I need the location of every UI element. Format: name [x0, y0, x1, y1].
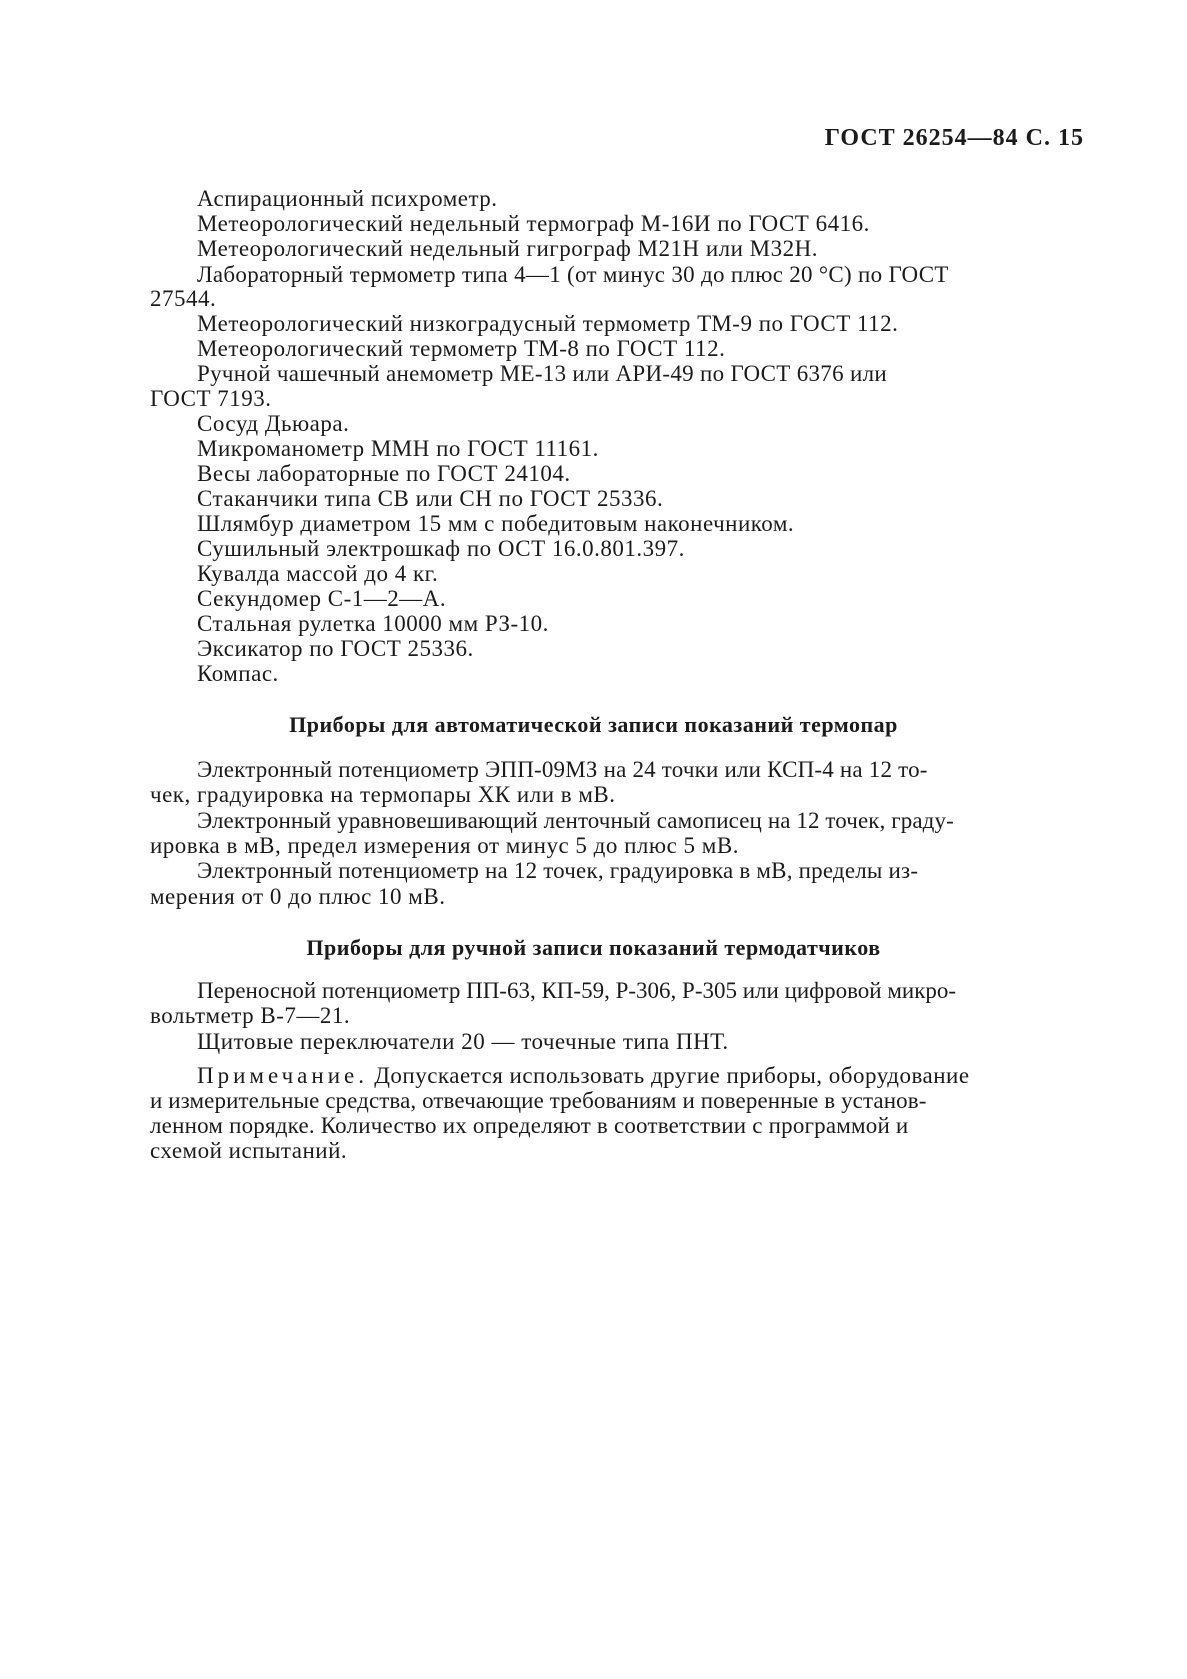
- paragraph-line: Электронный потенциометр ЭПП-09МЗ на 24 точки или КСП-4 на 12 то-: [197, 757, 928, 782]
- note-first-line: [197, 1063, 1084, 1088]
- paragraph-line: Переносной потенциометр ПП-63, КП-59, Р-306, Р-305 или цифровой микро-: [197, 978, 957, 1003]
- equipment-line: 27544.: [150, 286, 217, 311]
- note-line: ленном порядке. Количество их определяют в соответствии с программой и: [150, 1113, 909, 1138]
- paragraph-line: Электронный уравновешивающий ленточный самописец на 12 точек, граду-: [197, 808, 954, 833]
- note-line: схемой испытаний.: [150, 1138, 348, 1163]
- equipment-line: Шлямбур диаметром 15 мм с победитовым наконечником.: [197, 511, 795, 536]
- equipment-line: Весы лабораторные по ГОСТ 24104.: [197, 461, 571, 486]
- equipment-line: Секундомер С-1—2—А.: [197, 586, 447, 611]
- equipment-line: Сушильный электрошкаф по ОСТ 16.0.801.397.: [197, 536, 685, 561]
- section-heading: Приборы для автоматической записи показаний термопар: [289, 712, 898, 737]
- equipment-line: Кувалда массой до 4 кг.: [197, 561, 439, 586]
- equipment-line: Метеорологический низкоградусный термометр ТМ-9 по ГОСТ 112.: [197, 311, 899, 336]
- equipment-line: Лабораторный термометр типа 4—1 (от минус 30 до плюс 20 °С) по ГОСТ: [197, 262, 949, 287]
- equipment-line: Эксикатор по ГОСТ 25336.: [197, 636, 474, 661]
- equipment-line: Метеорологический недельный термограф М-16И по ГОСТ 6416.: [197, 211, 870, 236]
- paragraph-line: ировка в мВ, предел измерения от минус 5 до плюс 5 мВ.: [150, 833, 739, 858]
- equipment-line: Сосуд Дьюара.: [197, 411, 350, 436]
- equipment-line: Метеорологический недельный гигрограф М21Н или М32Н.: [197, 236, 818, 261]
- equipment-line: ГОСТ 7193.: [150, 386, 272, 411]
- section-heading: Приборы для ручной записи показаний термодатчиков: [306, 935, 881, 960]
- paragraph-line: мерения от 0 до плюс 10 мВ.: [150, 884, 446, 909]
- note-text: Допускается использовать другие приборы, оборудование: [374, 1063, 970, 1088]
- equipment-line: Аспирационный психрометр.: [197, 186, 498, 211]
- paragraph-line: Щитовые переключатели 20 — точечные типа ПНТ.: [197, 1029, 729, 1054]
- equipment-line: Микроманометр ММН по ГОСТ 11161.: [197, 436, 599, 461]
- page-header: ГОСТ 26254—84 С. 15: [824, 125, 1084, 151]
- equipment-line: Ручной чашечный анемометр МЕ-13 или АРИ-49 по ГОСТ 6376 или: [197, 361, 887, 386]
- note-line: и измерительные средства, отвечающие требованиям и поверенные в установ-: [150, 1088, 927, 1113]
- equipment-line: Компас.: [197, 661, 279, 686]
- paragraph-line: чек, градуировка на термопары ХК или в мВ.: [150, 782, 616, 807]
- paragraph-line: Электронный потенциометр на 12 точек, градуировка в мВ, пределы из-: [197, 858, 919, 883]
- equipment-line: Стальная рулетка 10000 мм РЗ-10.: [197, 611, 549, 636]
- equipment-line: Стаканчики типа СВ или СН по ГОСТ 25336.: [197, 486, 664, 511]
- paragraph-line: вольтметр В-7—21.: [150, 1003, 351, 1028]
- equipment-line: Метеорологический термометр ТМ-8 по ГОСТ 112.: [197, 336, 726, 361]
- note-label: Примечание.: [197, 1063, 368, 1088]
